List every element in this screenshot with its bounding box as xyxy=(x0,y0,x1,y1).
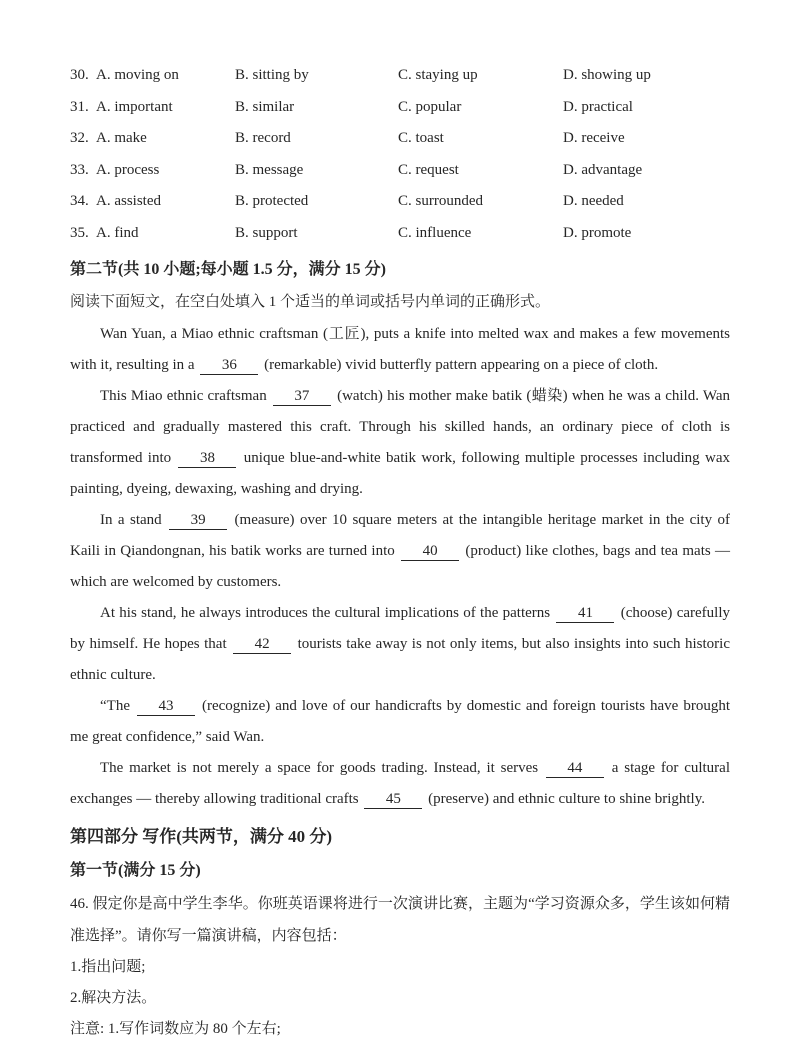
section2-instruction: 阅读下面短文，在空白处填入 1 个适当的单词或括号内单词的正确形式。 xyxy=(70,294,551,310)
option-row xyxy=(70,92,730,124)
cloze-paragraph: In a stand 39 (measure) over 10 square meters at the intangible heritage market in the city of Kaili in Qiandongnan, his batik works are turned into 40 (product) like clothes, bags and tea mats — which are welcomed by customers. xyxy=(70,512,730,590)
blank-44: 44 xyxy=(546,760,604,778)
options-table xyxy=(70,60,730,249)
option-cell: D. advantage xyxy=(563,161,643,178)
option-row xyxy=(70,155,730,187)
option-row xyxy=(70,60,730,92)
part4-heading: 第四部分 写作(共两节，满分 40 分) xyxy=(70,827,333,846)
option-cell: A. process xyxy=(96,161,160,178)
blank-41: 41 xyxy=(556,605,614,623)
option-cell: B. sitting by xyxy=(235,67,309,83)
question-46-point-2: 2.解决方法。 xyxy=(70,990,157,1006)
blank-45: 45 xyxy=(364,791,422,809)
option-row xyxy=(70,218,730,250)
option-cell: D. showing up xyxy=(563,67,651,83)
blank-40: 40 xyxy=(401,543,459,561)
option-cell: C. surrounded xyxy=(398,193,483,209)
option-cell: B. protected xyxy=(235,193,309,209)
question-number: 31. xyxy=(70,98,89,115)
option-cell: D. receive xyxy=(563,130,625,146)
question-46-point-1: 1.指出问题; xyxy=(70,959,146,975)
option-cell: A. assisted xyxy=(96,193,161,209)
blank-43: 43 xyxy=(137,698,195,716)
option-cell: D. practical xyxy=(563,98,633,115)
option-row xyxy=(70,186,730,218)
option-cell: B. record xyxy=(235,130,291,146)
question-46-note: 注意: 1.写作词数应为 80 个左右; xyxy=(70,1021,281,1037)
blank-38: 38 xyxy=(178,450,236,468)
option-cell: C. influence xyxy=(398,224,472,241)
cloze-paragraph: This Miao ethnic craftsman 37 (watch) his mother make batik (蜡染) when he was a child. Wan practiced and gradually mastered this craft. Through his skilled hands, an ordinary piece of cloth is transformed into 38 unique blue-and-white batik work, following multiple processes including wax painting, dyeing, dewaxing, washing and drying. xyxy=(70,388,730,497)
question-number: 35. xyxy=(70,224,89,241)
option-cell: C. toast xyxy=(398,130,444,146)
blank-37: 37 xyxy=(273,388,331,406)
option-cell: A. make xyxy=(96,130,147,146)
blank-39: 39 xyxy=(169,512,227,530)
question-46-text: 46. 假定你是高中学生李华。你班英语课将进行一次演讲比赛，主题为“学习资源众多，学生该如何精准选择”。请你写一篇演讲稿，内容包括： xyxy=(70,896,730,944)
cloze-paragraph: At his stand, he always introduces the cultural implications of the patterns 41 (choose) carefully by himself. He hopes that 42 tourists take away is not only items, but also insights into such historic ethnic culture. xyxy=(70,605,730,683)
option-cell: A. find xyxy=(96,224,139,241)
blank-36: 36 xyxy=(200,357,258,375)
option-cell: A. important xyxy=(96,98,173,115)
option-cell: B. message xyxy=(235,161,304,178)
option-cell: A. moving on xyxy=(96,67,179,83)
question-number: 32. xyxy=(70,130,89,146)
option-cell: D. needed xyxy=(563,193,624,209)
option-cell: B. support xyxy=(235,224,298,241)
cloze-paragraph: The market is not merely a space for goods trading. Instead, it serves 44 a stage for cultural exchanges — thereby allowing traditional crafts 45 (preserve) and ethnic culture to shine brightly. xyxy=(70,753,730,815)
option-cell: C. popular xyxy=(398,98,462,115)
option-cell: C. staying up xyxy=(398,67,478,83)
question-number: 33. xyxy=(70,161,89,178)
option-cell: D. promote xyxy=(563,224,632,241)
section2-heading: 第二节(共 10 小题;每小题 1.5 分，满分 15 分) xyxy=(70,261,386,278)
cloze-paragraph: Wan Yuan, a Miao ethnic craftsman (工匠), puts a knife into melted wax and makes a few movements with it, resulting in a 36 (remarkable) vivid butterfly pattern appearing on a piece of cloth. xyxy=(70,319,730,381)
cloze-passage xyxy=(70,319,730,815)
option-cell: B. similar xyxy=(235,98,295,115)
cloze-paragraph: “The 43 (recognize) and love of our handicrafts by domestic and foreign tourists have brought me great confidence,” said Wan. xyxy=(70,698,730,745)
question-number: 34. xyxy=(70,193,89,209)
blank-42: 42 xyxy=(233,636,291,654)
part4-section1-heading: 第一节(满分 15 分) xyxy=(70,862,201,879)
option-row xyxy=(70,123,730,155)
question-number: 30. xyxy=(70,67,89,83)
option-cell: C. request xyxy=(398,161,459,178)
